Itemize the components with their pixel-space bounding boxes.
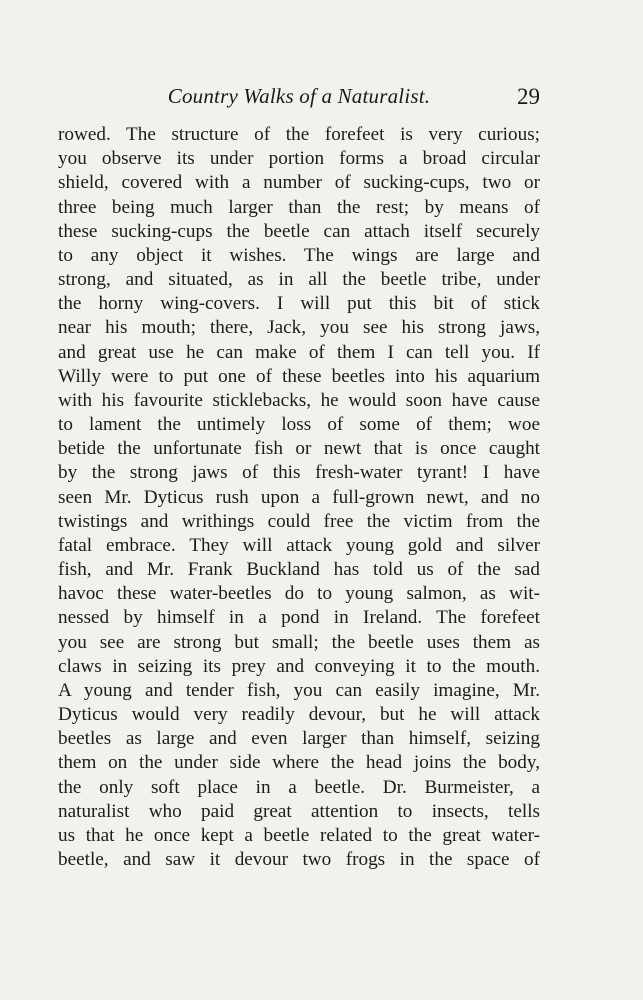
text-line: fatal embrace. They will attack young gold and silver [58,534,540,556]
text-line: the only soft place in a beetle. Dr. Burmeister, a [58,776,540,798]
text-line: and great use he can make of them I can tell you. If [58,341,540,363]
text-line: strong, and situated, as in all the beetle tribe, under [58,269,540,291]
text-line: to any object it wishes. The wings are large and [58,244,540,266]
page-number: 29 [517,84,540,109]
text-line: Willy were to put one of these beetles into his aquarium [58,365,540,387]
text-line: to lament the untimely loss of some of them; woe [58,414,540,436]
body-text [58,123,540,872]
text-line: with his favourite sticklebacks, he would soon have cause [58,389,540,411]
text-line: betide the unfortunate fish or newt that is once caught [58,438,540,460]
text-line: fish, and Mr. Frank Buckland has told us of the sad [58,559,540,581]
text-line: nessed by himself in a pond in Ireland. The forefeet [58,607,540,629]
page-header [58,84,540,114]
text-line: by the strong jaws of this fresh-water tyrant! I have [58,462,540,484]
running-title: Country Walks of a Naturalist. [167,84,431,108]
text-line: claws in seizing its prey and conveying it to the mouth. [58,655,540,677]
text-line: these sucking-cups the beetle can attach itself securely [58,220,540,242]
text-line: twistings and writhings could free the victim from the [58,510,540,532]
text-line: them on the under side where the head joins the body, [58,752,540,774]
text-line: shield, covered with a number of sucking-cups, two or [58,172,540,194]
text-line: three being much larger than the rest; by means of [58,196,540,218]
text-line: rowed. The structure of the forefeet is very curious; [58,124,540,145]
text-line: us that he once kept a beetle related to the great water- [58,824,540,846]
text-line: near his mouth; there, Jack, you see his strong jaws, [58,317,540,339]
text-line: A young and tender fish, you can easily imagine, Mr. [58,679,540,701]
text-line: Dyticus would very readily devour, but he will attack [58,704,540,726]
text-line: you see are strong but small; the beetle uses them as [58,631,540,653]
text-line: you observe its under portion forms a broad circular [58,148,540,170]
text-line: beetle, and saw it devour two frogs in the space of [58,849,540,871]
text-line: the horny wing-covers. I will put this bit of stick [58,293,540,315]
text-line: beetles as large and even larger than himself, seizing [58,728,540,750]
text-line: naturalist who paid great attention to insects, tells [58,800,540,822]
text-line: seen Mr. Dyticus rush upon a full-grown newt, and no [58,486,540,508]
text-line: havoc these water-beetles do to young salmon, as wit- [58,583,540,605]
